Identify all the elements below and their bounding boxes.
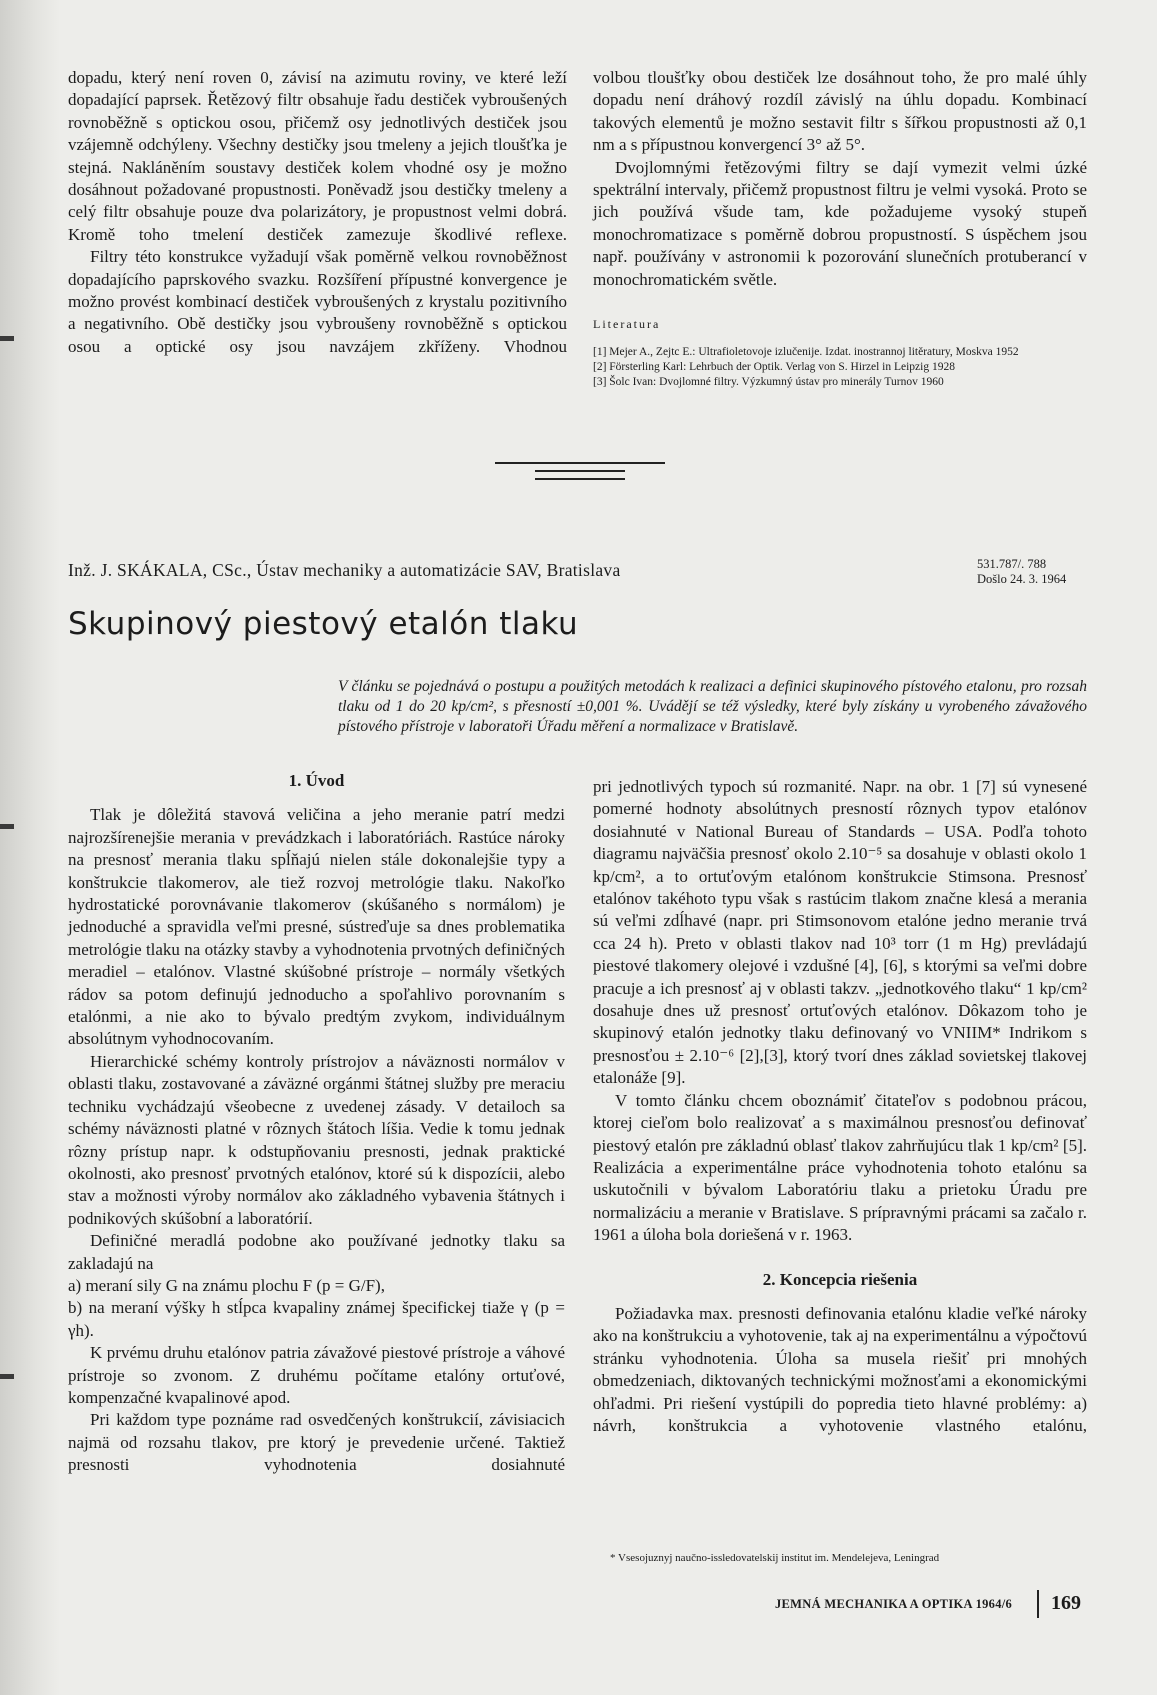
paragraph: pri jednotlivých typoch sú rozmanité. Napr. na obr. 1 [7] sú vynesené pomerné hodnoty absolútnych presností rôznych typov etalónov dosiahnuté v National Bureau of Standards – USA. Podľa tohoto diagramu najväčšia presnosť okolo 2.10⁻⁵ sa dosahuje v oblasti okolo 1 kp/cm², a to ortuťovým etalónom konštrukcie Stimsona. Presnosť etalónov takéhoto typu však s rastúcim tlakom značne klesá a merania sú veľmi zdĺhavé (napr. pri Stimsonovom etalóne jedno meranie trvá cca 24 h). Preto v oblasti tlakov nad 10³ torr (1 m Hg) prevládajú piestové tlakomery olejové i vzdušné [4], [6], s ktorými sa veľmi dobre pracuje a ich presnosť aj v oblasti takzv. „jednotkového tlaku“ 1 kp/cm² dosahuje dnes už presnosť ortuťových etalónov. Dôkazom toho je skupinový etalón jednotky tlaku definovaný vo VNIIM* Indrikom s presnosťou ± 2.10⁻⁶ [2],[3], ktorý tvorí dnes základ sovietskej tlakovej etalonáže [9]. [593,777,1087,1088]
paragraph: a) meraní sily G na známu plochu F (p = G/F), [68,1275,385,1295]
top-left-column [68,67,567,358]
reference-item: [3] Šolc Ivan: Dvojlomné filtry. Výzkumný ústav pro minerály Turnov 1960 [593,376,944,389]
literature-heading: Literatura [593,317,661,332]
udc-code: 531.787/. 788 [977,557,1047,571]
paragraph: Hierarchické schémy kontroly prístrojov a náväznosti normálov v oblasti tlaku, zostavované a záväzné orgánmi štátnej služby pre meraciu techniku vychádzajú všeobecne z uvedenej zásady. V detailoch sa schémy náväznosti platné v rôznych štátoch líšia. Vedie k tomu jednak rôzny prístup napr. k odstupňovaniu presnosti, jednak praktické okolnosti, ako presnosť prvotných etalónov, ktoré sú k dispozícii, alebo stav a možnosti výroby normálov ako základného vybavenia štátnych i podnikových skúšobní a laboratórií. [68,1051,565,1228]
page-gutter-shadow [0,0,60,1695]
section-heading: 1. Úvod [288,771,345,790]
article-author: Inž. J. SKÁKALA, CSc., Ústav mechaniky a automatizácie SAV, Bratislava [68,560,621,580]
binding-mark [0,824,14,829]
reference-item: [1] Mejer A., Zejtc E.: Ultrafioletovoje izlučenije. Izdat. inostrannoj litěratury, Moskva 1952 [593,346,1019,359]
footnote: * Vsesojuznyj naučno-issledovatelskij institut im. Mendelejeva, Leningrad [610,1552,940,1564]
page-number: 169 [1051,1592,1081,1614]
footer-divider [1037,1590,1039,1618]
paragraph: Definičné meradlá podobne ako používané jednotky tlaku sa zakladajú na [68,1231,565,1273]
paragraph: dopadu, který není roven 0, závisí na azimutu roviny, ve které leží dopadající paprsek. Řetězový filtr obsahuje řadu destiček vybroušených rovnoběžně s optickou osou, přičemž osy jednotlivých destiček jsou vzájemně odchýleny. Všechny destičky jsou tmeleny a jejich tloušťka je stejná. Nakláněním soustavy destiček kolem vhodné osy je možno dosáhnout požadované propustnosti. Poněvadž jsou destičky tmeleny a celý filtr obsahuje pouze dva polarizátory, je propustnost velmi dobrá. Kromě toho tmelení destiček zamezuje škodlivé reflexe. [68,68,567,244]
separator-rule [495,462,665,464]
top-right-column [593,67,1087,390]
paragraph: volbou tloušťky obou destiček lze dosáhnout toho, že pro malé úhly dopadu není dráhový rozdíl závislý na úhlu dopadu. Kombinací takových elementů je možno sestavit filtr s šířkou propustnosti až 0,1 nm a s přípustnou konvergencí 3° až 5°. [593,68,1087,155]
paragraph: Dvojlomnými řetězovými filtry se dají vymezit velmi úzké spektrální intervaly, přičemž propustnost filtru je velmi vysoká. Proto se jich používá všude tam, kde požadujeme vysoký stupeň monochromatizace s poměrně dobrou propustností. S úspěchem jsou např. používány v astronomii k pozorování slunečních protuberancí v monochromatickém světle. [593,157,1087,289]
separator-rule [535,470,625,472]
article-abstract: V článku se pojednává o postupu a použitých metodách k realizaci a definici skupinového pístového etalonu, pro rozsah tlaku od 1 do 20 kp/cm², s přesností ±0,001 %. Uvádějí se též výsledky, které byly získány u vyrobeného závažového pístového přístroje v laboratoři Úřadu měření a normalizace v Bratislavě. [338,678,1087,735]
paragraph: Tlak je dôležitá stavová veličina a jeho meranie patrí medzi najrozšírenejšie merania v prevádzkach i laboratóriách. Rastúce nároky na presnosť merania tlaku spĺňajú nielen stále dokonalejšie typy a konštrukcie tlakomerov, ale tiež rozvoj metrológie tlaku. Nakoľko hydrostatické porovnávanie tlakomerov (skúšaného s normálom) je jednoduché a spravidla veľmi presné, sústreďuje sa dnes problematika metrológie tlaku na otázky stavby a vyhodnotenia prvotných definičných meradiel – etalónov. Vlastné skúšobné prístroje – normály všetkých rádov sa potom definujú jednoducho a spoľahlivo porovnaním s etalónmi, a nie ako to bývalo predtým zvykom, individuálnym absolútnym vyhodnocovaním. [68,805,565,1049]
paragraph: Pri každom type poznáme rad osvedčených konštrukcií, závisiacich najmä od rozsahu tlakov, pre ktorý je prevedenie určené. Taktiež presnosti vyhodnotenia dosiahnuté [68,1410,565,1475]
paragraph: b) na meraní výšky h stĺpca kvapaliny známej špecifickej tiaže γ (p = γh). [68,1298,565,1340]
section-heading: 2. Koncepcia riešenia [762,1269,918,1289]
right-column [593,776,1087,1437]
received-date: Došlo 24. 3. 1964 [977,572,1067,586]
paragraph: V tomto článku chcem oboznámiť čitateľov s podobnou prácou, ktorej cieľom bolo realizovať a s maximálnou presnosťou definovať piestový etalón pre základnú oblasť tlakov zahrňujúcu tlak 1 kp/cm² [5]. Realizácia a experimentálne práce vyhodnotenia tohoto etalónu sa uskutočnili v bývalom Laboratóriu tlaku a prietoku Úradu pre normalizáciu a meranie v Bratislave. S prípravnými prácami sa začalo r. 1961 a úloha bola doriešená v r. 1963. [593,1090,1087,1245]
left-column [68,770,565,1477]
paragraph: Filtry této konstrukce vyžadují však poměrně velkou rovnoběžnost dopadajícího paprskového svazku. Rozšíření přípustné konvergence je možno provést kombinací destiček vybroušených z krystalu pozitivního a negativního. Obě destičky jsou vybroušeny rovnoběžně s optickou osou a optické osy jsou navzájem zkříženy. Vhodnou [68,247,567,356]
separator-rule [535,478,625,480]
paragraph: K prvému druhu etalónov patria závažové piestové prístroje a váhové prístroje so zvonom. Z druhému počítame etalóny ortuťové, kompenzačné kvapalinové apod. [68,1343,565,1407]
article-title: Skupinový piestový etalón tlaku [68,606,579,642]
reference-item: [2] Försterling Karl: Lehrbuch der Optik. Verlag von S. Hirzel in Leipzig 1928 [593,361,955,374]
paragraph: Požiadavka max. presnosti definovania etalónu kladie veľké nároky ako na konštrukciu a vyhotovenie, tak aj na experimentálnu a výpočtovú stránku vyhodnotenia. Úloha sa musela riešiť pri mnohých obmedzeniach, diktovaných technickými možnosťami a ekonomickými ohľadmi. Pri riešení vystúpili do popredia tieto hlavné problémy: a) návrh, konštrukcia a vyhotovenie vlastného etalónu, [593,1303,1087,1435]
reference-list [593,345,1087,389]
binding-mark [0,336,14,341]
journal-name: JEMNÁ MECHANIKA A OPTIKA 1964/6 [775,1597,1013,1611]
binding-mark [0,1374,14,1379]
